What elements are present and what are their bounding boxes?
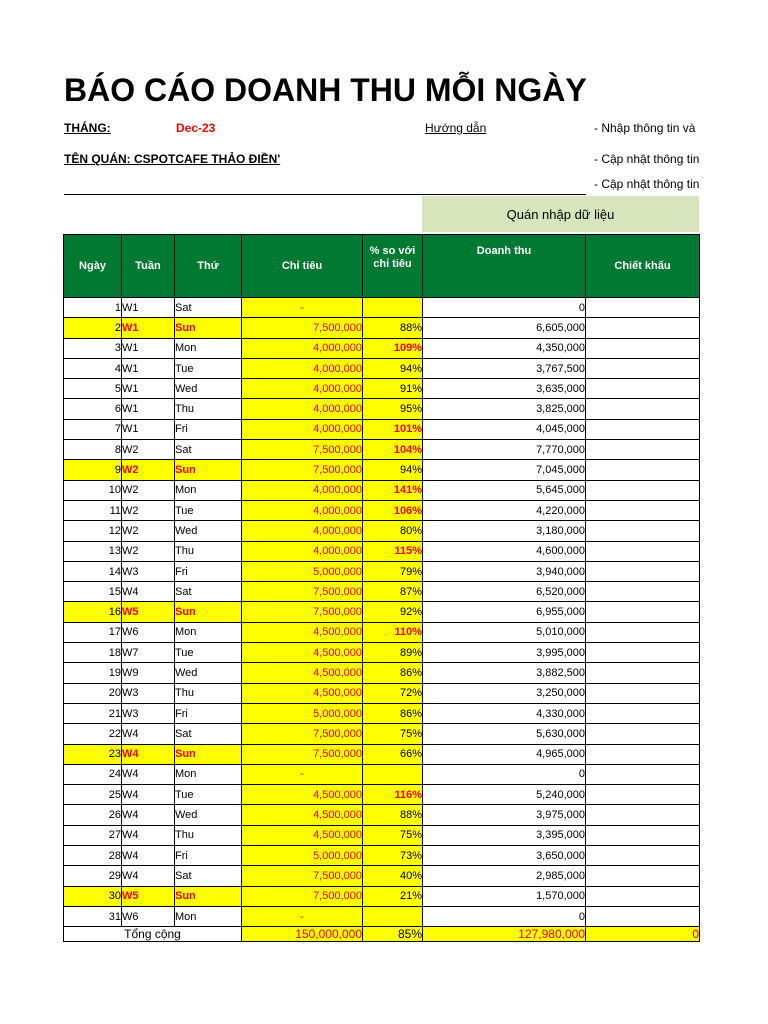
- cell-weekday: Wed: [175, 663, 242, 683]
- table-row: [64, 440, 700, 460]
- total-percent: 85%: [363, 927, 423, 942]
- cell-percent: 115%: [363, 541, 423, 561]
- shop-name: TÊN QUÁN: CSPOTCAFE THẢO ĐIỀN': [64, 152, 281, 166]
- cell-day: 12: [64, 521, 122, 541]
- cell-week: W4: [122, 805, 175, 825]
- cell-week: W4: [122, 724, 175, 744]
- cell-revenue[interactable]: 3,635,000: [423, 379, 586, 399]
- cell-week: W4: [122, 825, 175, 845]
- cell-percent: [363, 906, 423, 926]
- cell-weekday: Sun: [175, 602, 242, 622]
- cell-weekday: Fri: [175, 846, 242, 866]
- cell-revenue[interactable]: 5,240,000: [423, 785, 586, 805]
- table-row: [64, 724, 700, 744]
- table-row: [64, 500, 700, 520]
- cell-percent: 88%: [363, 318, 423, 338]
- cell-day: 21: [64, 703, 122, 723]
- cell-target: 5,000,000: [242, 846, 363, 866]
- cell-discount[interactable]: [586, 886, 700, 906]
- cell-day: 23: [64, 744, 122, 764]
- cell-week: W1: [122, 298, 175, 318]
- table-body: [64, 298, 700, 927]
- cell-target: 4,000,000: [242, 338, 363, 358]
- cell-day: 1: [64, 298, 122, 318]
- cell-week: W9: [122, 663, 175, 683]
- table-row: [64, 825, 700, 845]
- cell-week: W1: [122, 399, 175, 419]
- cell-day: 22: [64, 724, 122, 744]
- total-discount: 0: [586, 927, 700, 942]
- cell-discount[interactable]: [586, 480, 700, 500]
- cell-percent: 75%: [363, 724, 423, 744]
- cell-percent: 94%: [363, 460, 423, 480]
- cell-discount[interactable]: [586, 500, 700, 520]
- cell-target: 5,000,000: [242, 703, 363, 723]
- cell-week: W3: [122, 683, 175, 703]
- cell-day: 17: [64, 622, 122, 642]
- cell-day: 14: [64, 561, 122, 581]
- cell-target: 7,500,000: [242, 886, 363, 906]
- cell-day: 31: [64, 906, 122, 926]
- cell-target: -: [242, 298, 363, 318]
- cell-weekday: Fri: [175, 419, 242, 439]
- cell-target: 7,500,000: [242, 440, 363, 460]
- cell-percent: [363, 764, 423, 784]
- cell-target: 4,000,000: [242, 358, 363, 378]
- cell-discount[interactable]: [586, 399, 700, 419]
- table-header-row: [64, 235, 700, 298]
- instruction-note-3: - Cập nhật thông tin: [594, 177, 700, 191]
- cell-target: 4,000,000: [242, 399, 363, 419]
- cell-week: W4: [122, 866, 175, 886]
- cell-target: 7,500,000: [242, 582, 363, 602]
- cell-weekday: Sat: [175, 298, 242, 318]
- cell-day: 2: [64, 318, 122, 338]
- cell-day: 29: [64, 866, 122, 886]
- cell-revenue[interactable]: 4,330,000: [423, 703, 586, 723]
- cell-weekday: Tue: [175, 500, 242, 520]
- cell-discount[interactable]: [586, 825, 700, 845]
- cell-discount[interactable]: [586, 582, 700, 602]
- cell-week: W2: [122, 500, 175, 520]
- col-header-percent: % so với chỉ tiêu: [363, 235, 423, 298]
- cell-revenue[interactable]: 2,985,000: [423, 866, 586, 886]
- cell-week: W4: [122, 785, 175, 805]
- cell-target: 4,500,000: [242, 643, 363, 663]
- cell-percent: 40%: [363, 866, 423, 886]
- cell-discount[interactable]: [586, 683, 700, 703]
- cell-revenue[interactable]: 4,220,000: [423, 500, 586, 520]
- cell-revenue[interactable]: 3,650,000: [423, 846, 586, 866]
- col-header-weekday: Thứ: [175, 235, 242, 298]
- cell-weekday: Wed: [175, 521, 242, 541]
- cell-target: 4,500,000: [242, 622, 363, 642]
- cell-day: 30: [64, 886, 122, 906]
- col-header-revenue: Doanh thu: [423, 235, 586, 298]
- cell-weekday: Thu: [175, 399, 242, 419]
- total-target: 150,000,000: [242, 927, 363, 942]
- guide-link[interactable]: Hướng dẫn: [425, 121, 487, 135]
- revenue-table: [63, 234, 700, 942]
- cell-day: 8: [64, 440, 122, 460]
- cell-revenue[interactable]: 6,520,000: [423, 582, 586, 602]
- cell-day: 10: [64, 480, 122, 500]
- cell-day: 11: [64, 500, 122, 520]
- cell-percent: 91%: [363, 379, 423, 399]
- cell-percent: 141%: [363, 480, 423, 500]
- cell-percent: 106%: [363, 500, 423, 520]
- cell-percent: 80%: [363, 521, 423, 541]
- cell-discount[interactable]: [586, 906, 700, 926]
- col-header-discount: Chiết khấu: [586, 235, 700, 298]
- cell-target: 4,000,000: [242, 541, 363, 561]
- cell-target: 7,500,000: [242, 724, 363, 744]
- cell-weekday: Sun: [175, 886, 242, 906]
- cell-percent: 86%: [363, 703, 423, 723]
- cell-week: W5: [122, 886, 175, 906]
- cell-weekday: Sat: [175, 582, 242, 602]
- cell-discount[interactable]: [586, 643, 700, 663]
- table-row: [64, 419, 700, 439]
- cell-week: W2: [122, 440, 175, 460]
- table-row: [64, 399, 700, 419]
- table-row: [64, 866, 700, 886]
- cell-weekday: Sun: [175, 460, 242, 480]
- cell-revenue[interactable]: 3,395,000: [423, 825, 586, 845]
- table-row: [64, 683, 700, 703]
- table-row: [64, 643, 700, 663]
- table-row: [64, 298, 700, 318]
- cell-weekday: Thu: [175, 683, 242, 703]
- table-row: [64, 785, 700, 805]
- cell-discount[interactable]: [586, 460, 700, 480]
- cell-weekday: Fri: [175, 703, 242, 723]
- cell-revenue[interactable]: 1,570,000: [423, 886, 586, 906]
- cell-revenue[interactable]: 3,975,000: [423, 805, 586, 825]
- cell-target: 7,500,000: [242, 602, 363, 622]
- cell-revenue[interactable]: 0: [423, 764, 586, 784]
- cell-week: W4: [122, 582, 175, 602]
- cell-day: 6: [64, 399, 122, 419]
- cell-target: 5,000,000: [242, 561, 363, 581]
- cell-discount[interactable]: [586, 440, 700, 460]
- instruction-note-1: - Nhập thông tin và: [594, 121, 696, 135]
- cell-weekday: Sat: [175, 440, 242, 460]
- cell-discount[interactable]: [586, 805, 700, 825]
- cell-discount[interactable]: [586, 785, 700, 805]
- cell-discount[interactable]: [586, 846, 700, 866]
- cell-day: 24: [64, 764, 122, 784]
- cell-revenue[interactable]: 4,965,000: [423, 744, 586, 764]
- cell-discount[interactable]: [586, 541, 700, 561]
- cell-weekday: Mon: [175, 906, 242, 926]
- cell-weekday: Tue: [175, 358, 242, 378]
- table-row: [64, 622, 700, 642]
- cell-day: 27: [64, 825, 122, 845]
- table-row: [64, 561, 700, 581]
- cell-target: 7,500,000: [242, 866, 363, 886]
- cell-target: 4,500,000: [242, 785, 363, 805]
- cell-discount[interactable]: [586, 663, 700, 683]
- cell-revenue[interactable]: 6,605,000: [423, 318, 586, 338]
- table-row: [64, 846, 700, 866]
- cell-week: W1: [122, 318, 175, 338]
- cell-day: 3: [64, 338, 122, 358]
- cell-revenue[interactable]: 3,180,000: [423, 521, 586, 541]
- cell-discount[interactable]: [586, 419, 700, 439]
- cell-week: W4: [122, 764, 175, 784]
- cell-week: W2: [122, 460, 175, 480]
- cell-weekday: Thu: [175, 825, 242, 845]
- cell-week: W7: [122, 643, 175, 663]
- cell-revenue[interactable]: 3,767,500: [423, 358, 586, 378]
- cell-weekday: Sun: [175, 744, 242, 764]
- cell-day: 18: [64, 643, 122, 663]
- cell-revenue[interactable]: 4,600,000: [423, 541, 586, 561]
- cell-revenue[interactable]: 3,882,500: [423, 663, 586, 683]
- cell-percent: 87%: [363, 582, 423, 602]
- cell-week: W3: [122, 703, 175, 723]
- page-title: BÁO CÁO DOANH THU MỖI NGÀY: [64, 72, 587, 108]
- cell-target: -: [242, 906, 363, 926]
- cell-day: 9: [64, 460, 122, 480]
- cell-percent: 75%: [363, 825, 423, 845]
- cell-discount[interactable]: [586, 379, 700, 399]
- cell-weekday: Mon: [175, 764, 242, 784]
- cell-discount[interactable]: [586, 521, 700, 541]
- table-row: [64, 379, 700, 399]
- table-row: [64, 460, 700, 480]
- cell-weekday: Sun: [175, 318, 242, 338]
- cell-target: 4,500,000: [242, 825, 363, 845]
- cell-discount[interactable]: [586, 744, 700, 764]
- table-row: [64, 764, 700, 784]
- cell-discount[interactable]: [586, 298, 700, 318]
- cell-target: 4,500,000: [242, 805, 363, 825]
- cell-weekday: Tue: [175, 643, 242, 663]
- cell-weekday: Mon: [175, 622, 242, 642]
- cell-percent: 89%: [363, 643, 423, 663]
- cell-percent: 21%: [363, 886, 423, 906]
- cell-day: 26: [64, 805, 122, 825]
- separator-line: [64, 194, 586, 195]
- cell-discount[interactable]: [586, 764, 700, 784]
- cell-week: W1: [122, 338, 175, 358]
- table-row: [64, 805, 700, 825]
- cell-target: 4,000,000: [242, 500, 363, 520]
- table-row: [64, 318, 700, 338]
- table-row: [64, 602, 700, 622]
- cell-target: 4,500,000: [242, 663, 363, 683]
- cell-week: W1: [122, 358, 175, 378]
- cell-percent: 101%: [363, 419, 423, 439]
- table-row: [64, 744, 700, 764]
- cell-percent: 109%: [363, 338, 423, 358]
- cell-revenue[interactable]: 7,770,000: [423, 440, 586, 460]
- cell-percent: 110%: [363, 622, 423, 642]
- cell-target: 7,500,000: [242, 744, 363, 764]
- cell-percent: 79%: [363, 561, 423, 581]
- table-row: [64, 338, 700, 358]
- cell-revenue[interactable]: 3,995,000: [423, 643, 586, 663]
- cell-percent: 66%: [363, 744, 423, 764]
- cell-week: W6: [122, 906, 175, 926]
- cell-day: 13: [64, 541, 122, 561]
- cell-weekday: Tue: [175, 785, 242, 805]
- cell-revenue[interactable]: 4,045,000: [423, 419, 586, 439]
- cell-percent: 116%: [363, 785, 423, 805]
- cell-day: 19: [64, 663, 122, 683]
- cell-percent: 92%: [363, 602, 423, 622]
- cell-percent: 86%: [363, 663, 423, 683]
- cell-day: 20: [64, 683, 122, 703]
- table-row: [64, 886, 700, 906]
- cell-revenue[interactable]: 3,940,000: [423, 561, 586, 581]
- cell-discount[interactable]: [586, 602, 700, 622]
- month-label: THÁNG:: [64, 121, 111, 135]
- cell-revenue[interactable]: 0: [423, 906, 586, 926]
- table-row: [64, 480, 700, 500]
- cell-revenue[interactable]: 3,250,000: [423, 683, 586, 703]
- cell-revenue[interactable]: 5,010,000: [423, 622, 586, 642]
- cell-weekday: Mon: [175, 480, 242, 500]
- total-label: Tổng cộng: [64, 927, 242, 942]
- cell-weekday: Sat: [175, 724, 242, 744]
- cell-discount[interactable]: [586, 866, 700, 886]
- total-revenue: 127,980,000: [423, 927, 586, 942]
- cell-discount[interactable]: [586, 561, 700, 581]
- cell-week: W2: [122, 480, 175, 500]
- cell-discount[interactable]: [586, 338, 700, 358]
- col-header-target: Chỉ tiêu: [242, 235, 363, 298]
- cell-weekday: Sat: [175, 866, 242, 886]
- cell-percent: 88%: [363, 805, 423, 825]
- table-row: [64, 358, 700, 378]
- cell-revenue[interactable]: 6,955,000: [423, 602, 586, 622]
- cell-day: 7: [64, 419, 122, 439]
- cell-target: 7,500,000: [242, 460, 363, 480]
- cell-revenue[interactable]: 5,630,000: [423, 724, 586, 744]
- table-row: [64, 663, 700, 683]
- month-value[interactable]: Dec-23: [176, 121, 216, 135]
- cell-weekday: Wed: [175, 805, 242, 825]
- cell-target: 4,500,000: [242, 683, 363, 703]
- col-header-day: Ngày: [64, 235, 122, 298]
- input-banner: Quán nhập dữ liệu: [422, 196, 699, 232]
- cell-revenue[interactable]: 5,645,000: [423, 480, 586, 500]
- cell-percent: [363, 298, 423, 318]
- cell-week: W4: [122, 846, 175, 866]
- cell-target: 7,500,000: [242, 318, 363, 338]
- cell-discount[interactable]: [586, 358, 700, 378]
- cell-target: 4,000,000: [242, 419, 363, 439]
- table-row: [64, 582, 700, 602]
- cell-percent: 72%: [363, 683, 423, 703]
- total-row: [64, 927, 700, 942]
- cell-day: 25: [64, 785, 122, 805]
- table-row: [64, 521, 700, 541]
- cell-target: 4,000,000: [242, 521, 363, 541]
- cell-percent: 73%: [363, 846, 423, 866]
- cell-day: 16: [64, 602, 122, 622]
- table-row: [64, 703, 700, 723]
- cell-percent: 95%: [363, 399, 423, 419]
- cell-discount[interactable]: [586, 622, 700, 642]
- cell-weekday: Wed: [175, 379, 242, 399]
- cell-discount[interactable]: [586, 703, 700, 723]
- cell-revenue[interactable]: 7,045,000: [423, 460, 586, 480]
- cell-weekday: Fri: [175, 561, 242, 581]
- cell-percent: 104%: [363, 440, 423, 460]
- cell-revenue[interactable]: 3,825,000: [423, 399, 586, 419]
- cell-target: 4,000,000: [242, 379, 363, 399]
- cell-week: W5: [122, 602, 175, 622]
- cell-percent: 94%: [363, 358, 423, 378]
- cell-week: W2: [122, 541, 175, 561]
- cell-week: W1: [122, 379, 175, 399]
- cell-target: -: [242, 764, 363, 784]
- cell-day: 4: [64, 358, 122, 378]
- cell-week: W4: [122, 744, 175, 764]
- cell-discount[interactable]: [586, 724, 700, 744]
- cell-revenue[interactable]: 0: [423, 298, 586, 318]
- cell-week: W2: [122, 521, 175, 541]
- cell-week: W6: [122, 622, 175, 642]
- instruction-note-2: - Cập nhật thông tin: [594, 152, 700, 166]
- col-header-week: Tuần: [122, 235, 175, 298]
- cell-week: W3: [122, 561, 175, 581]
- cell-day: 15: [64, 582, 122, 602]
- cell-day: 28: [64, 846, 122, 866]
- cell-revenue[interactable]: 4,350,000: [423, 338, 586, 358]
- cell-weekday: Thu: [175, 541, 242, 561]
- cell-discount[interactable]: [586, 318, 700, 338]
- cell-week: W1: [122, 419, 175, 439]
- table-row: [64, 541, 700, 561]
- cell-day: 5: [64, 379, 122, 399]
- cell-weekday: Mon: [175, 338, 242, 358]
- cell-target: 4,000,000: [242, 480, 363, 500]
- table-row: [64, 906, 700, 926]
